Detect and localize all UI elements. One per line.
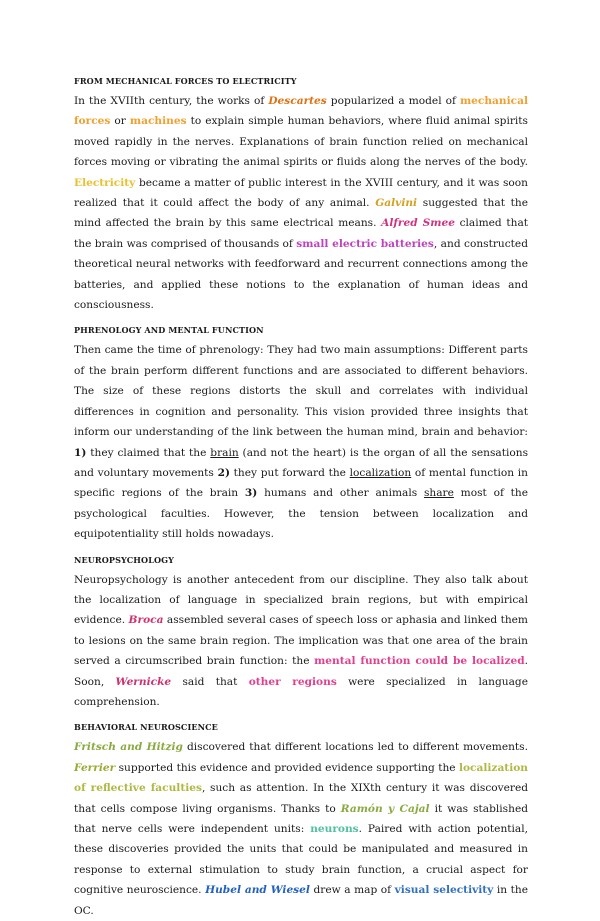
paragraph-neuropsychology: Neuropsychology is another antecedent from our discipline. They also talk about the localization of language in specialized brain regions, but with empirical evidence. Broca assembled several cases of speech loss or aphasia and linked them to lesions on the same brain region. The implication was that one area of the brain served a circumscribed brain function: the mental function could be localized. Soon, Wernicke said that other regions were specialized in language comprehension.: [74, 573, 528, 708]
term-small-electric-batteries: small electric batteries: [296, 237, 434, 250]
term-ramon-y-cajal: Ramón y Cajal: [340, 802, 430, 815]
term-galvini: Galvini: [375, 197, 418, 210]
term-localization: localization: [349, 466, 412, 479]
term-hubel-wiesel: Hubel and Wiesel: [205, 884, 310, 897]
term-brain: brain: [210, 446, 239, 459]
term-fritsch-hitzig: Fritsch and Hitzig: [74, 741, 183, 754]
term-visual-selectivity: visual selectivity: [394, 884, 494, 897]
term-share: share: [423, 487, 454, 500]
paragraph-behavioral-neuroscience: Fritsch and Hitzig discovered that different locations led to different movements. Ferrier supported this evidence and provided evidence supporting the localization of reflective faculties, such as attention. In the XIXth century it was discovered that cells compose living organisms. Thanks to Ramón y Cajal it was stablished that nerve cells were independent units: neurons. Paired with action potential, these discoveries provided the units that could be manipulated and measured in response to external stimulation to study brain function, a crucial aspect for cognitive neuroscience. Hubel and Wiesel drew a map of visual selectivity in the OC.: [74, 741, 529, 917]
term-broca: Broca: [128, 614, 164, 627]
paragraph-phrenology: Then came the time of phrenology: They had two main assumptions: Different parts of the brain perform different functions and are associated to different behaviors. The size of these regions distorts the skull and correlates with individual differences in cognition and personality. This vision provided three insights that inform our understanding of the link between the human mind, brain and behavior: 1) they claimed that the brain (and not the heart) is the organ of all the sensations and voluntary movements 2) they put forward the localization of mental function in specific regions of the brain 3) humans and other animals share most of the psychological faculties. However, the tension between localization and equipotentiality still holds nowadays.: [74, 344, 529, 541]
section-heading-mechanical-forces: FROM MECHANICAL FORCES TO ELECTRICITY: [74, 76, 297, 86]
term-alfred-smee: Alfred Smee: [381, 217, 455, 230]
term-other-regions: other regions: [248, 675, 337, 688]
term-mental-function-localized: mental function could be localized: [314, 655, 525, 668]
term-electricity: Electricity: [74, 176, 136, 189]
paragraph-mechanical-forces: In the XVIIth century, the works of Descartes popularized a model of mechanical forces or machines to explain simple human behaviors, where fluid animal spirits moved rapidly in the nerves. Explanations of brain function relied on mechanical forces moving or vibrating the animal spirits or fluids along the nerves of the body. Electricity became a matter of public interest in the XVIII century, and it was soon realized that it could affect the body of any animal. Galvini suggested that the mind affected the brain by this same electrical means. Alfred Smee claimed that the brain was comprised of thousands of small electric batteries, and constructed theoretical neural networks with feedforward and recurrent connections among the batteries, and applied these notions to the explanation of human ideas and consciousness.: [74, 95, 529, 312]
term-mechanical-forces: mechanical forces: [74, 95, 528, 128]
term-ferrier: Ferrier: [74, 761, 116, 774]
section-heading-neuropsychology: NEUROPSYCHOLOGY: [74, 554, 175, 565]
term-neurons: neurons: [310, 823, 359, 835]
term-wernicke: Wernicke: [115, 675, 172, 688]
term-machines: machines: [129, 115, 187, 128]
document-page: [74, 74, 528, 921]
section-heading-phrenology: PHRENOLOGY AND MENTAL FUNCTION: [74, 325, 264, 336]
term-reflective-faculties: localization of reflective faculties: [74, 761, 528, 795]
section-heading-behavioral-neuroscience: BEHAVIORAL NEUROSCIENCE: [74, 722, 218, 733]
term-descartes: Descartes: [268, 95, 327, 107]
